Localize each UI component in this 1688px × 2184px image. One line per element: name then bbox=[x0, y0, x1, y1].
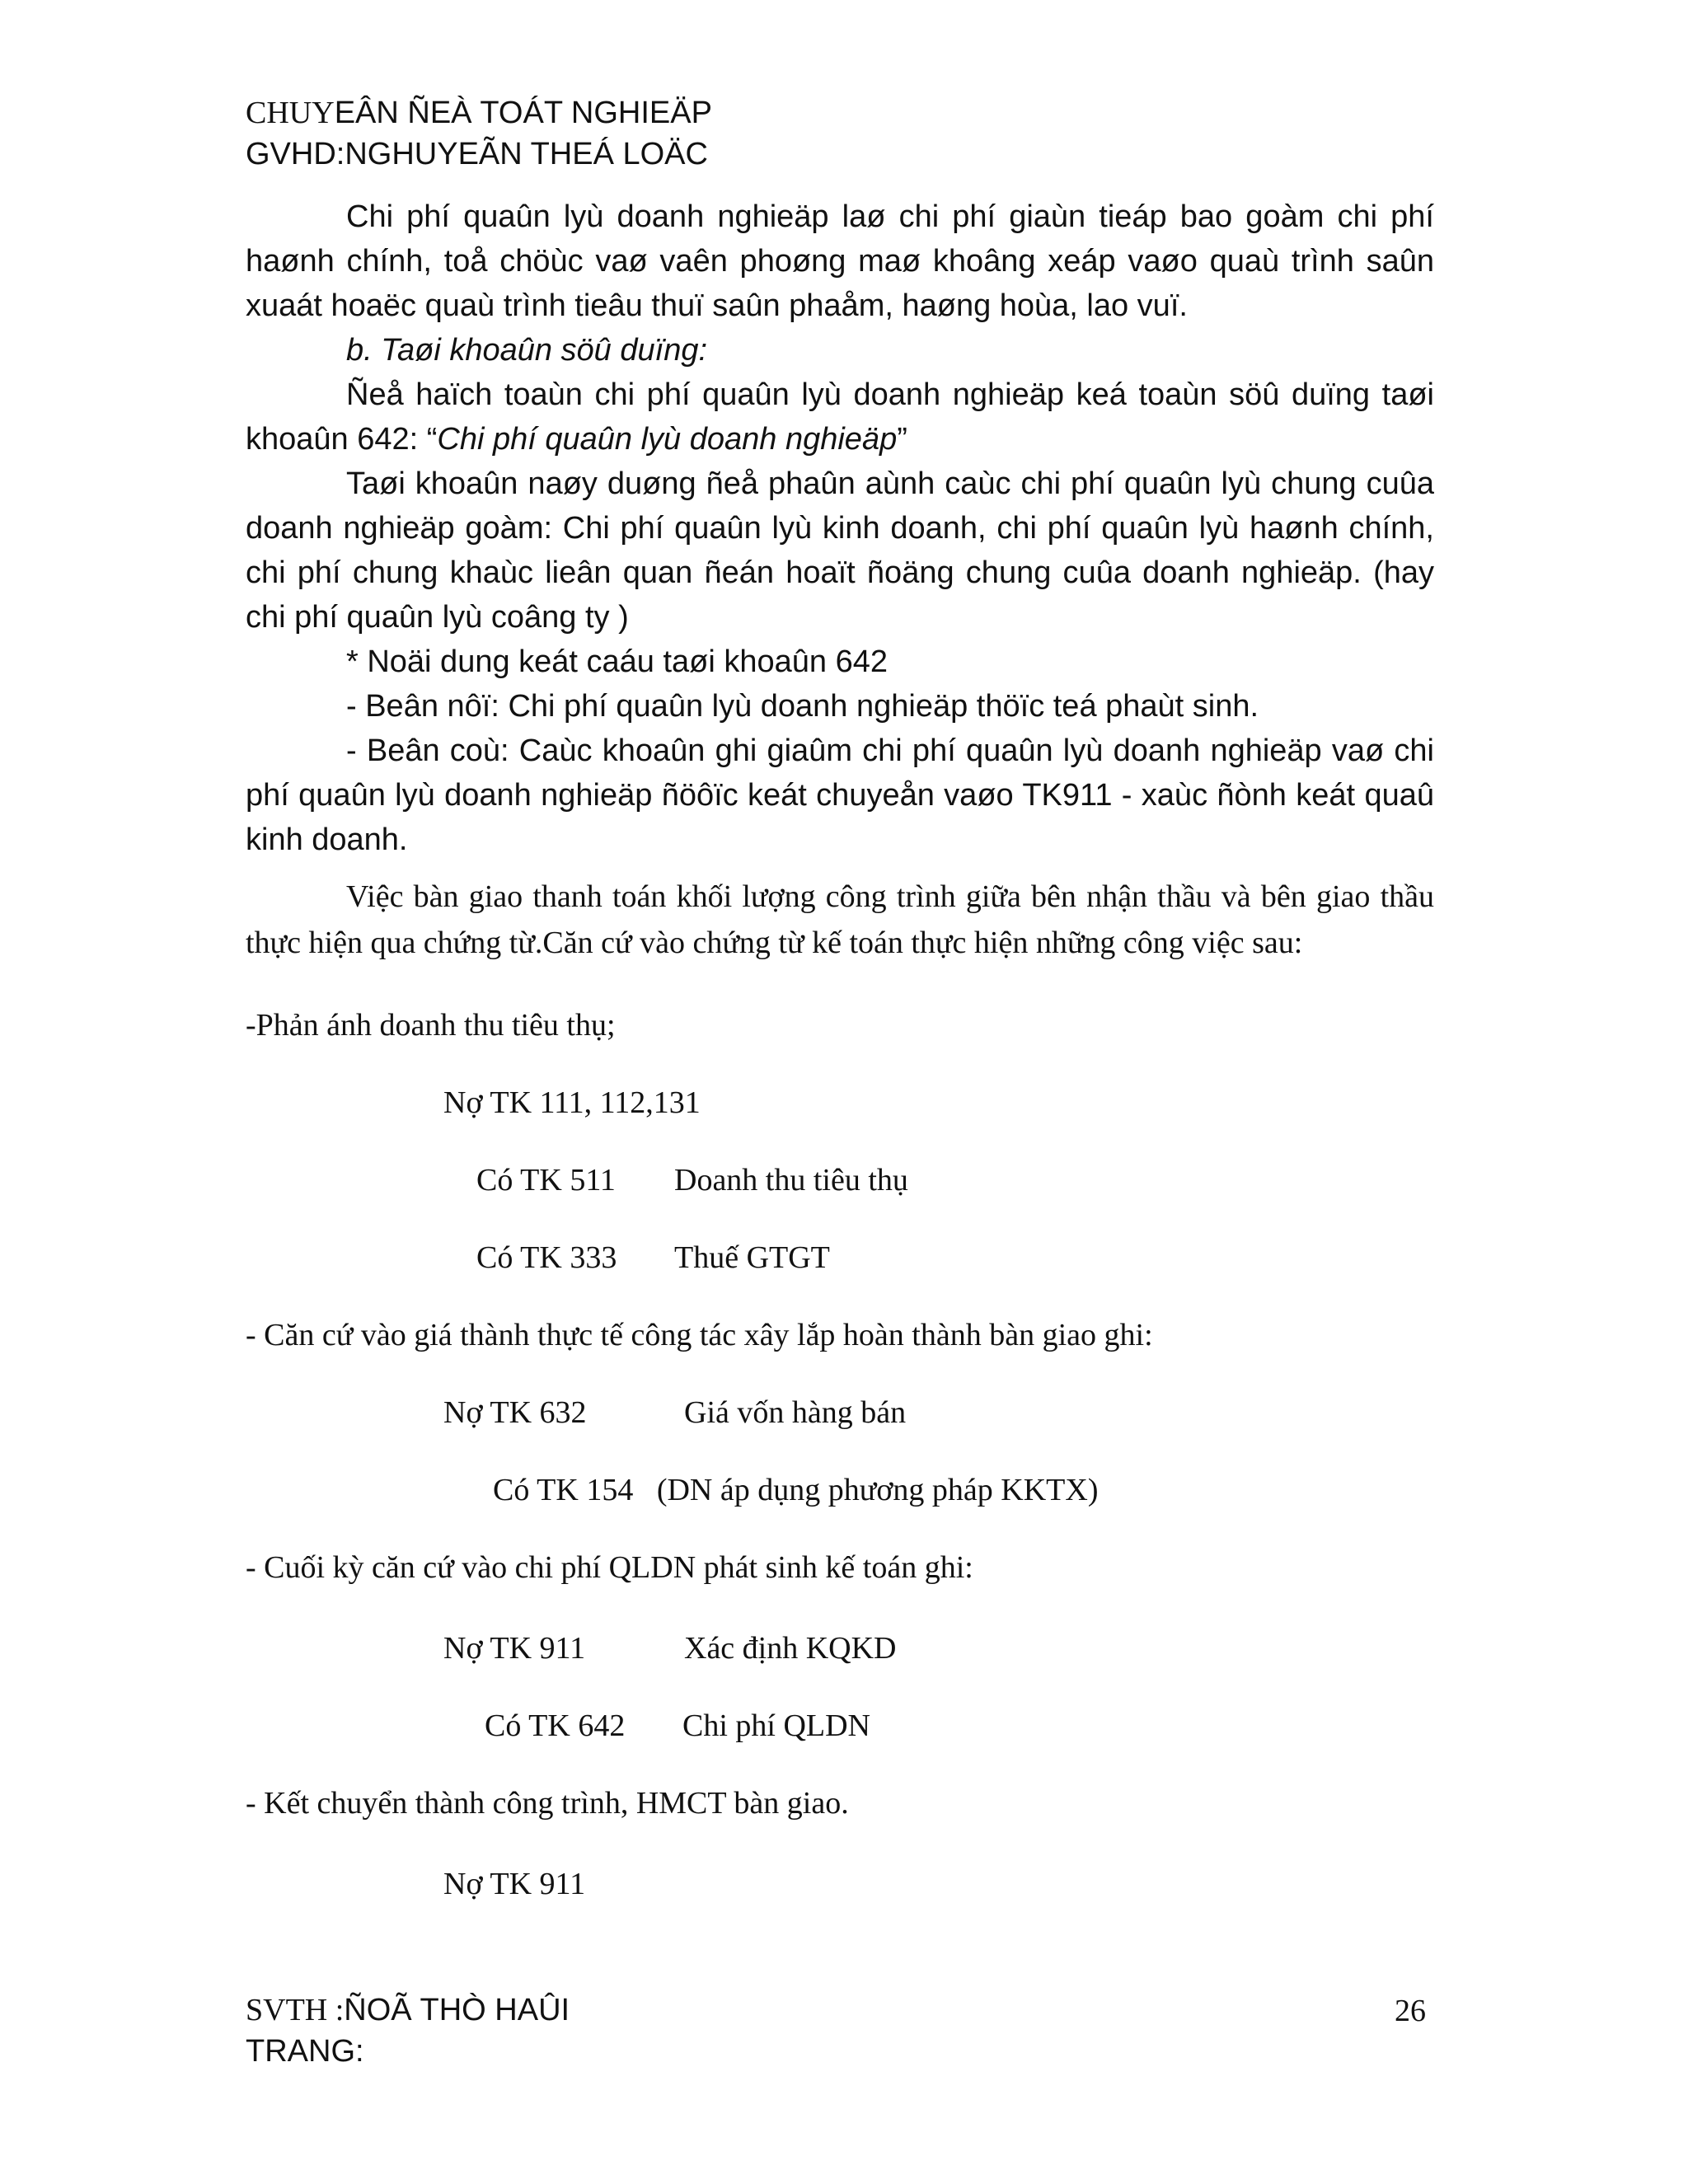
header-advisor: GVHD:NGHUYEÃN THEÁ LOÄC bbox=[246, 137, 708, 171]
qldn-debit-description: Xác định KQKD bbox=[684, 1631, 897, 1666]
revenue-credit-1-account: Có TK 511 bbox=[476, 1163, 616, 1197]
qldn-debit bbox=[443, 1630, 897, 1666]
account-paragraph bbox=[246, 373, 1434, 462]
revenue-credit-2-description: Thuế GTGT bbox=[674, 1240, 830, 1275]
account-paragraph-lead: Ñeå haïch toaùn chi phí quaûn lyù doanh nghieäp keá toaùn söû duïng taøi khoaûn 642: “ bbox=[246, 377, 1434, 457]
cost-debit bbox=[443, 1394, 907, 1431]
header-line-1 bbox=[246, 92, 712, 134]
qldn-credit-description: Chi phí QLDN bbox=[682, 1708, 870, 1743]
intro-section bbox=[246, 194, 1434, 862]
footer-student-name: ÑOÃ THÒ HAÛI bbox=[344, 1993, 570, 2027]
revenue-debit: Nợ TK 111, 112,131 bbox=[443, 1085, 701, 1120]
intro-paragraph: Chi phí quaûn lyù doanh nghieäp laø chi phí giaùn tieáp bao goàm chi phí haønh chính, toå chöùc vaø vaên phoøng maø khoâng xeáp vaøo quaù trình saûn xuaát hoaëc quaù trình tieâu thuï saûn phaåm, haøng hoùa, lao vuï. bbox=[246, 199, 1434, 323]
header-title-lead: CHUY bbox=[246, 96, 335, 130]
qldn-debit-account: Nợ TK 911 bbox=[443, 1631, 586, 1666]
revenue-credit-2-account: Có TK 333 bbox=[476, 1240, 617, 1275]
page-number: 26 bbox=[1395, 1994, 1426, 2028]
revenue-heading: -Phản ánh doanh thu tiêu thụ; bbox=[246, 1008, 616, 1043]
cost-debit-description: Giá vốn hàng bán bbox=[684, 1395, 907, 1430]
footer-student-label: SVTH : bbox=[246, 1993, 345, 2027]
account-paragraph-tail: ” bbox=[897, 422, 907, 457]
cost-heading: - Căn cứ vào giá thành thực tế công tác xây lắp hoàn thành bàn giao ghi: bbox=[246, 1318, 1153, 1352]
footer-trang: TRANG: bbox=[246, 2034, 364, 2069]
qldn-credit-account: Có TK 642 bbox=[485, 1708, 626, 1743]
cost-debit-account: Nợ TK 632 bbox=[443, 1395, 587, 1430]
header-title: EÂN ÑEÀ TOÁT NGHIEÄP bbox=[334, 96, 712, 130]
revenue-credit-2 bbox=[476, 1240, 830, 1276]
page-header bbox=[246, 92, 712, 175]
usage-paragraph: Taøi khoaûn naøy duøng ñeå phaûn aùnh caùc chi phí quaûn lyù chung cuûa doanh nghieäp goàm: Chi phí quaûn lyù kinh doanh, chi phí quaûn lyù haønh chính, chi phí chung khaùc lieân quan ñeán hoaït ñoäng chung cuûa doanh nghieäp. (hay chi phí quaûn lyù coâng ty ) bbox=[246, 466, 1434, 635]
footer-student bbox=[246, 1990, 570, 2031]
qldn-heading: - Cuối kỳ căn cứ vào chi phí QLDN phát sinh kế toán ghi: bbox=[246, 1550, 973, 1585]
qldn-credit bbox=[485, 1708, 870, 1744]
revenue-credit-1-description: Doanh thu tiêu thụ bbox=[674, 1163, 908, 1197]
cost-credit: Có TK 154 (DN áp dụng phương pháp KKTX) bbox=[493, 1473, 1099, 1507]
transfer-heading: - Kết chuyển thành công trình, HMCT bàn giao. bbox=[246, 1786, 849, 1821]
page-footer bbox=[246, 1990, 570, 2072]
account-name: Chi phí quaûn lyù doanh nghieäp bbox=[437, 422, 898, 457]
credit-side: - Beân coù: Caùc khoaûn ghi giaûm chi phí quaûn lyù doanh nghieäp vaø chi phí quaûn lyù doanh nghieäp ñöôïc keát chuyeån vaøo TK911 - xaùc ñònh keát quaû kinh doanh. bbox=[246, 733, 1434, 857]
transfer-debit: Nợ TK 911 bbox=[443, 1867, 586, 1901]
subheading-account: b. Taøi khoaûn söû duïng: bbox=[346, 333, 708, 368]
revenue-credit-1 bbox=[476, 1162, 908, 1198]
structure-heading: * Noäi dung keát caáu taøi khoaûn 642 bbox=[346, 644, 889, 679]
debit-side: - Beân nôï: Chi phí quaûn lyù doanh nghieäp thöïc teá phaùt sinh. bbox=[346, 689, 1259, 724]
handover-paragraph: Việc bàn giao thanh toán khối lượng công trình giữa bên nhận thầu và bên giao thầu thực hiện qua chứng từ.Căn cứ vào chứng từ kế toán thực hiện những công việc sau: bbox=[246, 879, 1434, 960]
